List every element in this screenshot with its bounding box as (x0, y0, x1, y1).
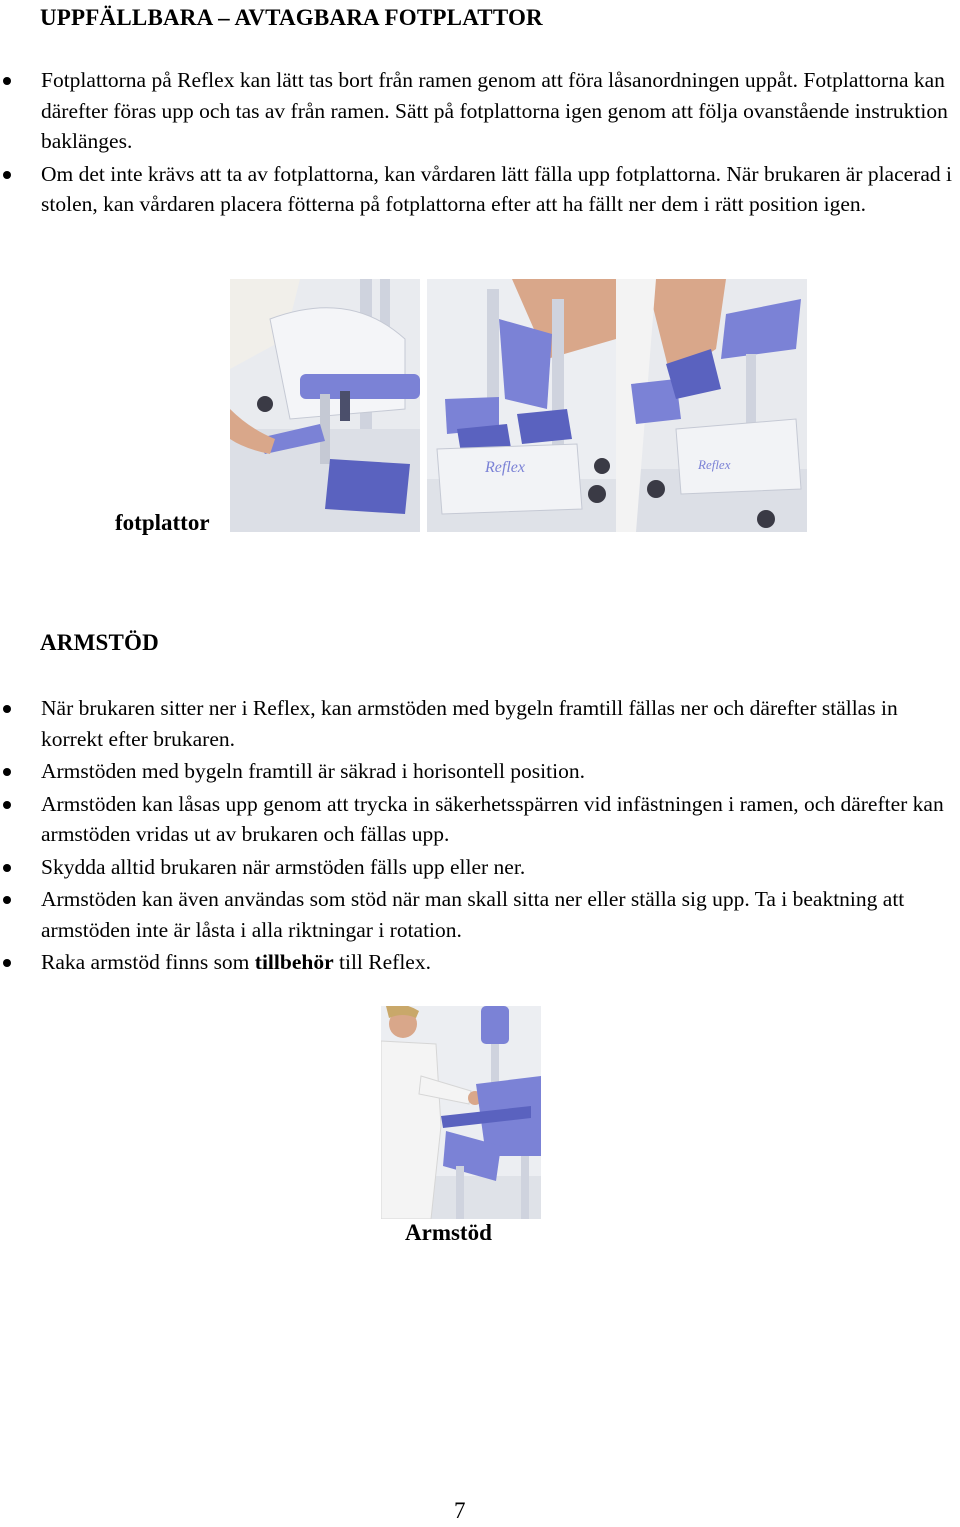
armrest-caption: Armstöd (405, 1220, 492, 1245)
list-item (0, 947, 960, 978)
bullet-icon (3, 959, 11, 967)
footplate-photo-mounted (427, 279, 616, 532)
page-number: 7 (454, 1498, 466, 1523)
list-item (0, 884, 960, 945)
list-item (0, 159, 960, 220)
footplate-photo-removal (230, 279, 420, 532)
list-item (0, 852, 960, 883)
footplates-bullet-list (0, 65, 960, 222)
list-item-text: Fotplattorna på Reflex kan lätt tas bort från ramen genom att föra låsanordningen uppåt. Fotplattorna kan därefter föras upp och tas av från ramen. Sätt på fotplattorna igen genom att följa ovanstående instruktion baklänges. (41, 68, 948, 153)
bullet-icon (3, 768, 11, 776)
list-item (0, 789, 960, 850)
list-item-text: Armstöden kan låsas upp genom att trycka in säkerhetsspärren vid infästningen i ramen, och därefter kan armstöden vridas ut av brukaren och fällas upp. (41, 791, 944, 846)
list-item-text: Raka armstöd finns som (41, 950, 255, 974)
bullet-icon (3, 705, 11, 713)
bullet-icon (3, 77, 11, 85)
list-item (0, 65, 960, 157)
list-item (0, 693, 960, 754)
footplate-photo-folding (616, 279, 807, 532)
bullet-icon (3, 801, 11, 809)
list-item-text: När brukaren sitter ner i Reflex, kan armstöden med bygeln framtill fällas ner och därefter ställas in korrekt efter brukaren. (41, 696, 898, 751)
section-heading-footplates: UPPFÄLLBARA – AVTAGBARA FOTPLATTOR (40, 5, 543, 30)
list-item-text: Om det inte krävs att ta av fotplattorna, kan vårdaren lätt fälla upp fotplattorna. När brukaren är placerad i stolen, kan vårdaren placera fötterna på fotplattorna efter att ha fällt ner dem i rätt position igen. (41, 161, 952, 216)
footplates-caption: fotplattor (115, 510, 210, 535)
bullet-icon (3, 171, 11, 179)
armrest-photo (381, 1006, 541, 1219)
list-item-text: till Reflex. (333, 950, 431, 974)
armrest-bullet-list (0, 693, 960, 980)
brand-label: Reflex (485, 459, 525, 476)
list-item-text: Armstöden med bygeln framtill är säkrad i horisontell position. (41, 759, 585, 783)
brand-label: Reflex (698, 457, 731, 472)
bullet-icon (3, 864, 11, 872)
bullet-icon (3, 896, 11, 904)
section-heading-armrest: ARMSTÖD (40, 630, 159, 655)
accessory-emphasis: tillbehör (254, 950, 334, 974)
list-item-text: Armstöden kan även användas som stöd när man skall sitta ner eller ställa sig upp. Ta i beaktning att armstöden inte är låsta i alla riktningar i rotation. (41, 887, 905, 942)
list-item-text: Skydda alltid brukaren när armstöden fälls upp eller ner. (41, 854, 526, 879)
list-item (0, 756, 960, 787)
